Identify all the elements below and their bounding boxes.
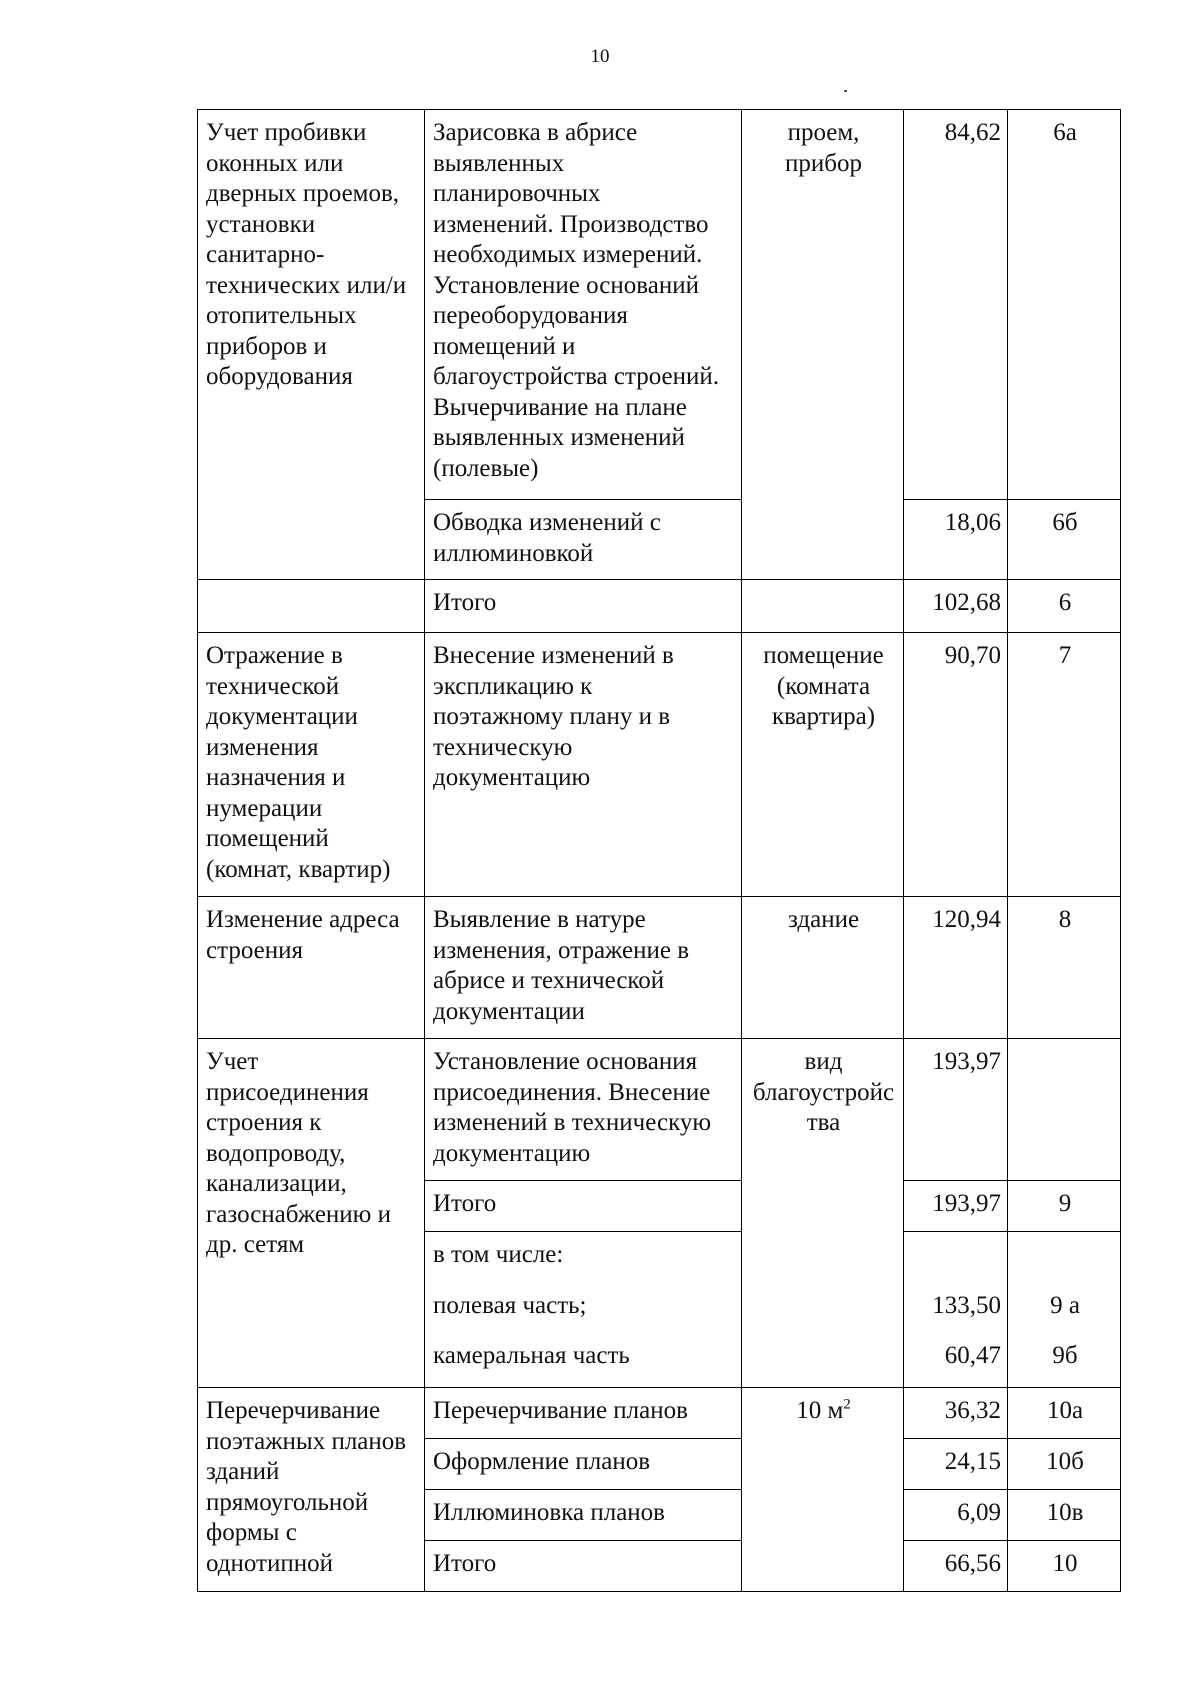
item-number-cell: 10в bbox=[1008, 1490, 1121, 1541]
work-type-cell bbox=[198, 580, 425, 633]
work-description-cell bbox=[425, 1232, 742, 1388]
table-row bbox=[198, 580, 1121, 633]
work-description-cell: Выявление в натуре изменения, отражение в абрисе и технической документации bbox=[425, 897, 742, 1039]
work-type-cell: Изменение адреса строения bbox=[198, 897, 425, 1039]
work-description-cell: Обводка изменений с иллюминовкой bbox=[425, 500, 742, 580]
unit-cell: проем, прибор bbox=[742, 110, 904, 580]
price-cell: 90,70 bbox=[904, 633, 1008, 897]
page-number: 10 bbox=[590, 46, 610, 67]
item-number-cell bbox=[1008, 1039, 1121, 1181]
table-row bbox=[198, 897, 1121, 1039]
work-type-cell: Учет пробивки оконных или дверных проемов, установки санитарно- технических или/и отопительных приборов и оборудования bbox=[198, 110, 425, 580]
price-cell: 193,97 bbox=[904, 1181, 1008, 1232]
work-type-cell: Отражение в технической документации изменения назначения и нумерации помещений (комнат, квартир) bbox=[198, 633, 425, 897]
work-description-cell: Итого bbox=[425, 1181, 742, 1232]
work-type-cell: Перечерчивание поэтажных планов зданий прямоугольной формы с однотипной bbox=[198, 1388, 425, 1592]
item-number-cell: 9 bbox=[1008, 1181, 1121, 1232]
price-cell: 133,50 60,47 bbox=[904, 1232, 1008, 1388]
scan-speck bbox=[844, 90, 847, 92]
work-description-cell: Внесение изменений в экспликацию к поэтажному плану и в техническую документацию bbox=[425, 633, 742, 897]
item-number-cell: 10а bbox=[1008, 1388, 1121, 1439]
price-cell: 18,06 bbox=[904, 500, 1008, 580]
price-cell: 6,09 bbox=[904, 1490, 1008, 1541]
work-description-cell: Итого bbox=[425, 1541, 742, 1592]
work-description-cell: Зарисовка в абрисе выявленных планировочных изменений. Производство необходимых измерений. Установление оснований переоборудования помещений и благоустройства строений. Вычерчивание на плане выявленных изменений (полевые) bbox=[425, 110, 742, 500]
work-type-cell: Учет присоединения строения к водопроводу, канализации, газоснабжению и др. сетям bbox=[198, 1039, 425, 1388]
price-cell: 66,56 bbox=[904, 1541, 1008, 1592]
table-row bbox=[198, 1039, 1121, 1181]
price-cell: 36,32 bbox=[904, 1388, 1008, 1439]
work-description-cell: Установление основания присоединения. Внесение изменений в техническую документацию bbox=[425, 1039, 742, 1181]
office-part-label: камеральная часть bbox=[433, 1342, 630, 1369]
price-cell: 84,62 bbox=[904, 110, 1008, 500]
unit-cell: помещение (комната квартира) bbox=[742, 633, 904, 897]
price-cell: 193,97 bbox=[904, 1039, 1008, 1181]
work-description-cell: Иллюминовка планов bbox=[425, 1490, 742, 1541]
table-row bbox=[198, 633, 1121, 897]
field-part-label: полевая часть; bbox=[433, 1291, 587, 1319]
item-number-cell: 6 bbox=[1008, 580, 1121, 633]
including-label: в том числе: bbox=[433, 1241, 564, 1268]
unit-cell: 10 $м^2$ bbox=[742, 1388, 904, 1592]
item-number-cell: 6а bbox=[1008, 110, 1121, 500]
table-row bbox=[198, 110, 1121, 500]
price-cell: 120,94 bbox=[904, 897, 1008, 1039]
work-description-cell: Оформление планов bbox=[425, 1439, 742, 1490]
unit-cell: вид благоустройс тва bbox=[742, 1039, 904, 1388]
price-cell: 102,68 bbox=[904, 580, 1008, 633]
item-number-cell: 7 bbox=[1008, 633, 1121, 897]
work-description-cell: Перечерчивание планов bbox=[425, 1388, 742, 1439]
item-number-cell: 6б bbox=[1008, 500, 1121, 580]
unit-cell bbox=[742, 580, 904, 633]
table-row bbox=[198, 1388, 1121, 1439]
item-number-cell: 8 bbox=[1008, 897, 1121, 1039]
price-cell: 24,15 bbox=[904, 1439, 1008, 1490]
price-table bbox=[197, 109, 1121, 1592]
item-number-cell: 9 а 9б bbox=[1008, 1232, 1121, 1388]
unit-cell: здание bbox=[742, 897, 904, 1039]
item-number-cell: 10 bbox=[1008, 1541, 1121, 1592]
work-description-cell: Итого bbox=[425, 580, 742, 633]
item-number-cell: 10б bbox=[1008, 1439, 1121, 1490]
